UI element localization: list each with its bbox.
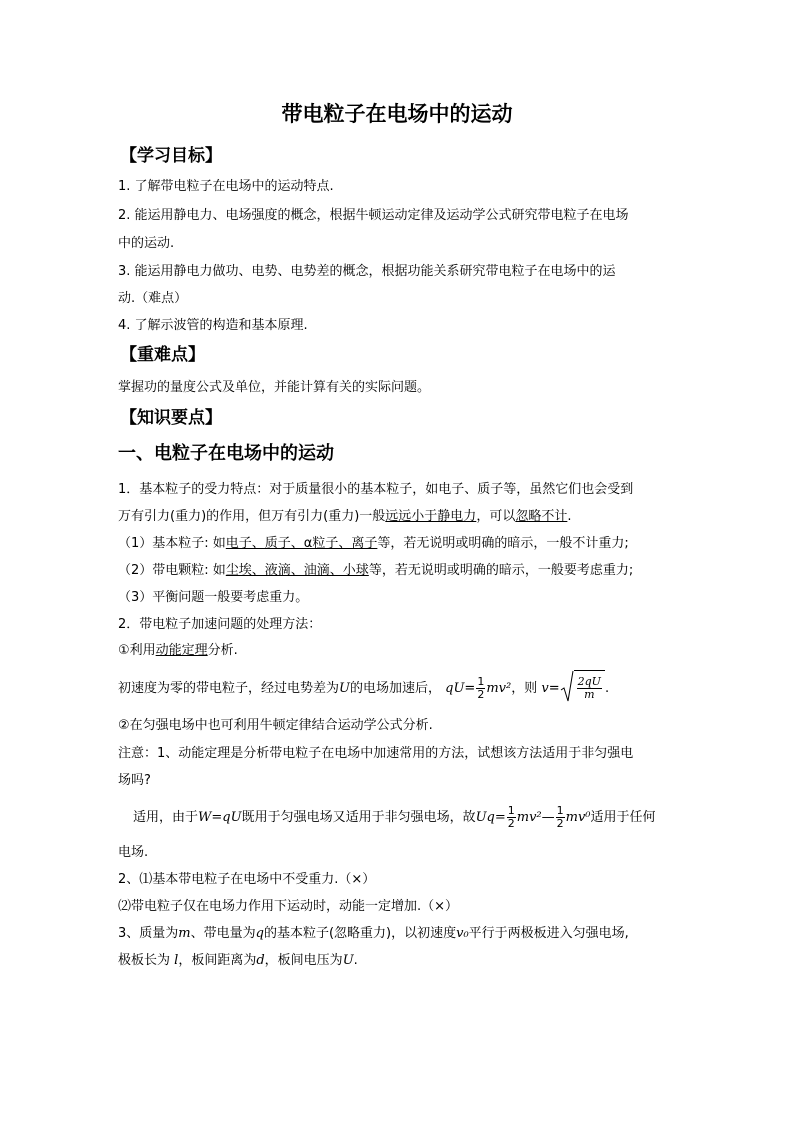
answer-prefix: 适用，由于 [133,810,199,825]
q3-text-2: 、带电量为 [190,926,256,941]
p1b-text-2: ，可以 [476,509,516,524]
q3-m: m [178,926,191,941]
p1b-underline-2: 忽略不计 [515,509,568,524]
answer-WqU: W=qU [198,810,242,825]
method-1-suffix: 分析. [207,643,238,658]
answer-fraction-2-num: 1 [556,804,564,817]
formula-v: v [541,681,549,696]
sqrt-m: m [584,688,595,701]
p1b-underline-1: 远远小于静电力 [385,509,477,524]
q3-text-4: 平行于两极板进入匀强电场, [468,926,629,941]
method-1-underlined: 动能定理 [155,643,208,658]
formula-qU: qU [445,681,465,696]
subpoint-2-underlined: 尘埃、液滴、油滴、小球 [225,563,369,578]
answer-Uq: Uq= [475,810,506,825]
sqrt-fraction [577,676,602,701]
formula-equals: = [464,681,476,696]
sqrt-body [574,670,605,707]
subpoint-3: （3）平衡问题一般要考虑重力。 [118,590,309,605]
answer-fraction-1-den: 2 [507,817,515,830]
method-1 [118,641,238,661]
page-title: 带电粒子在电场中的运动 [281,102,513,126]
fraction-numerator: 1 [477,675,485,688]
answer-mid: 既用于匀强电场又适用于非匀强电场，故 [241,810,476,825]
formula-line: 初速度为零的带电粒子，经过电势差为U的电场加速后， qU= $\frac{1}{2}$ mv²，则 v= $\frac{2qU}{m}$ . [118,670,609,707]
subpoint-2-prefix: （2）带电颗粒: 如 [118,563,226,578]
q3-v0: v₀ [456,926,469,941]
goal-2-line-1: 2. 能运用静电力、电场强度的概念，根据牛顿运动定律及运动学公式研究带电粒子在电场 [118,208,629,223]
part-1-heading: 一、电粒子在电场中的运动 [118,443,334,464]
answer-fraction-2-den: 2 [556,817,564,830]
note-line-1: 注意：1、动能定理是分析带电粒子在电场中加速常用的方法，试想该方法适用于非匀强电 [118,746,634,761]
answer-line [133,800,656,836]
p1b-text-3: . [567,509,572,524]
formula-mid: 的电场加速后， [349,681,441,696]
q3-q: q [255,926,264,941]
p1b-text-1: 万有引力(重力)的作用，但万有引力(重力)一般 [118,509,386,524]
answer-mv2: mv² [516,810,542,825]
answer-minus: — [541,810,555,825]
paragraph-2: 2．带电粒子加速问题的处理方法： [118,617,322,632]
fraction-denominator: 2 [477,688,485,701]
paragraph-1-line-2 [118,507,571,527]
q3-text-3: 的基本粒子(忽略重力)，以初速度 [263,926,457,941]
answer-fraction-1 [507,805,516,830]
formula-end: . [604,681,610,696]
goal-3-line-2: 动.（难点） [118,291,188,306]
goal-4: 4. 了解示波管的构造和基本原理. [118,318,308,333]
goal-3-line-1: 3. 能运用静电力做功、电势、电势差的概念，根据功能关系研究带电粒子在电场中的运 [118,264,616,279]
fraction-one-half [476,676,485,701]
q3b-text-3: ，板间电压为 [264,953,343,968]
formula-prefix: 初速度为零的带电粒子，经过电势差为 [118,681,340,696]
subpoint-2 [118,561,633,581]
subpoint-1-prefix: （1）基本粒子: 如 [118,536,226,551]
formula-U: U [339,681,350,696]
q3b-text-1: 极板长为 [118,953,171,968]
q3b-d: d [256,953,265,968]
section-key-heading: 【重难点】 [120,345,205,365]
q3b-text-2: ，板间距离为 [178,953,257,968]
subpoint-1-suffix: 等，若无说明或明确的暗示，一般不计重力; [377,536,629,551]
sqrt-2qU: 2qU [577,675,601,688]
section-goals-heading: 【学习目标】 [120,146,222,166]
section-knowledge-heading: 【知识要点】 [120,408,222,428]
question-3-line-1 [118,924,629,944]
answer-mv02: mv⁰ [565,810,591,825]
q3b-l: l [174,953,179,968]
paragraph-1-line-1: 1．基本粒子的受力特点：对于质量很小的基本粒子，如电子、质子等，虽然它们也会受到 [118,482,634,497]
subpoint-1-underlined: 电子、质子、α粒子、离子 [225,536,378,551]
answer-fraction-1-num: 1 [507,804,515,817]
sqrt-denominator [577,689,602,701]
question-2a: 2、⑴基本带电粒子在电场中不受重力.（×） [118,872,376,887]
q3b-U: U [342,953,354,968]
square-root [560,670,605,707]
q3-text-1: 3、质量为 [118,926,179,941]
goal-2-line-2: 中的运动. [118,236,175,251]
answer-line-2: 电场. [118,845,149,860]
question-3-line-2 [118,951,358,971]
sqrt-radical-icon [560,670,574,702]
method-1-prefix: ①利用 [118,643,156,658]
method-2: ②在匀强电场中也可利用牛顿定律结合运动学公式分析. [118,718,433,733]
note-line-2: 场吗? [118,773,151,788]
q3b-text-4: . [353,953,358,968]
formula-mv2: mv² [486,681,512,696]
key-text: 掌握功的量度公式及单位，并能计算有关的实际问题。 [118,380,431,395]
subpoint-2-suffix: 等，若无说明或明确的暗示，一般要考虑重力; [368,563,634,578]
subpoint-1 [118,534,629,554]
question-2b: ⑵带电粒子仅在电场力作用下运动时，动能一定增加.（×） [118,899,459,914]
formula-then: ，则 [511,681,538,696]
goal-1: 1. 了解带电粒子在电场中的运动特点. [118,179,334,194]
answer-fraction-2 [556,805,565,830]
answer-suffix: 适用于任何 [590,810,656,825]
